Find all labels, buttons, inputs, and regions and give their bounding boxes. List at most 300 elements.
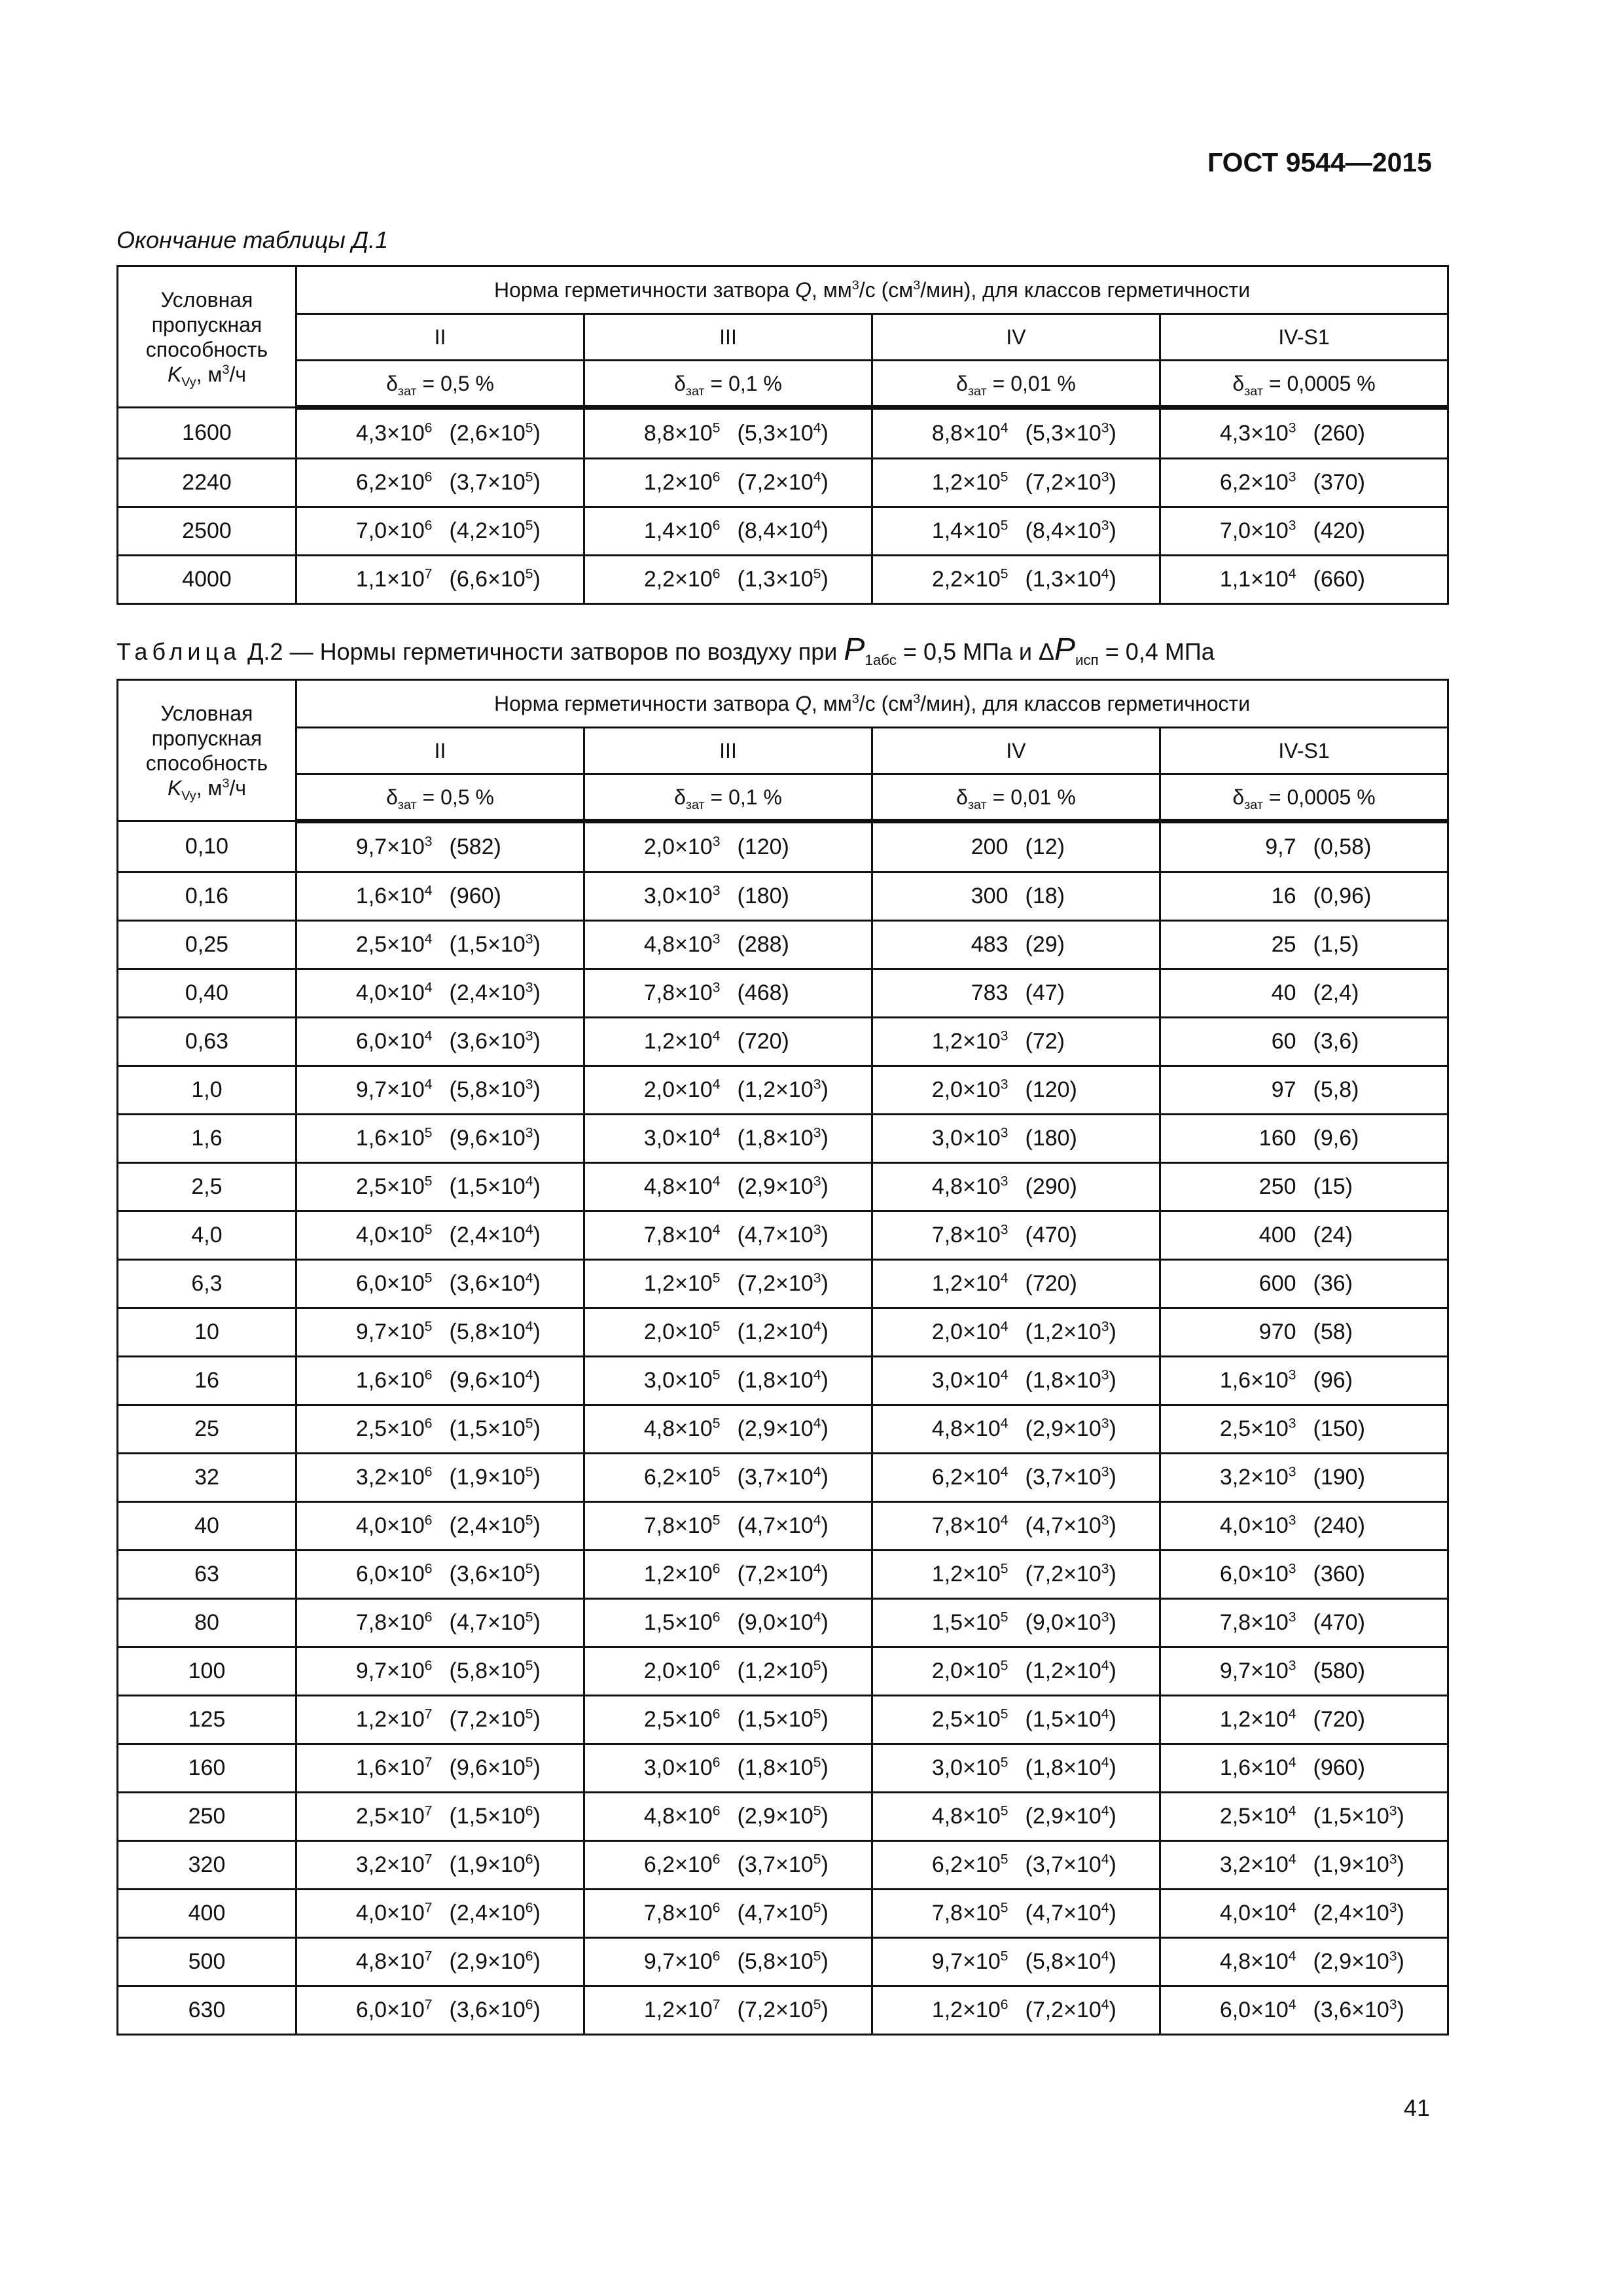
value-cell <box>584 1551 872 1599</box>
air-leak-value: 200 <box>971 834 1008 859</box>
value-cell <box>296 1744 584 1793</box>
kvy-cell: 25 <box>118 1405 296 1454</box>
value-cell <box>872 969 1160 1018</box>
water-leak-value: (120) <box>737 834 789 859</box>
value-cell <box>872 1018 1160 1066</box>
value-cell <box>584 1841 872 1890</box>
value-cell <box>584 408 872 459</box>
air-leak-value: $4,0\times 10^4$ <box>1219 1900 1296 1926</box>
value-cell <box>296 459 584 507</box>
air-leak-value: $6,2\times 10^6$ <box>355 469 433 495</box>
kvy-cell: 400 <box>118 1890 296 1938</box>
value-cell <box>1160 1696 1448 1744</box>
air-leak-value: $6,0\times 10^7$ <box>355 1997 433 2022</box>
water-leak-value: (582) <box>449 834 501 859</box>
value-cell <box>1160 408 1448 459</box>
water-leak-value: (2,4) <box>1313 980 1359 1005</box>
delta-header: $\delta_{зат} = 0,5$ % <box>296 774 584 821</box>
air-leak-value: $7,0\times 10^3$ <box>1219 518 1296 543</box>
value-cell <box>872 921 1160 969</box>
table-row <box>118 556 1448 604</box>
value-cell <box>872 1551 1160 1599</box>
kvy-cell: 630 <box>118 1986 296 2035</box>
water-leak-value: $(1,5\times 10^5)$ <box>449 1416 541 1441</box>
water-leak-value: (290) <box>1025 1174 1077 1199</box>
water-leak-value: (15) <box>1313 1174 1353 1199</box>
air-leak-value: $9,7\times 10^3$ <box>355 834 433 859</box>
kvy-cell: 0,40 <box>118 969 296 1018</box>
value-cell <box>872 1211 1160 1260</box>
value-cell <box>584 872 872 921</box>
kvy-cell: 100 <box>118 1647 296 1696</box>
air-leak-value: $4,8\times 10^3$ <box>931 1174 1008 1199</box>
value-cell <box>1160 969 1448 1018</box>
water-leak-value: (3,6) <box>1313 1029 1359 1054</box>
water-leak-value: $(1,2\times 10^4)$ <box>737 1319 829 1344</box>
air-leak-value: $6,0\times 10^4$ <box>355 1028 433 1054</box>
value-cell <box>584 1454 872 1502</box>
table-row <box>118 1938 1448 1986</box>
air-leak-value: $4,3\times 10^6$ <box>355 420 433 446</box>
air-leak-value: $2,0\times 10^3$ <box>931 1077 1008 1102</box>
air-leak-value: $1,2\times 10^5$ <box>643 1270 721 1296</box>
value-cell <box>584 1163 872 1211</box>
air-leak-value: $2,2\times 10^6$ <box>643 566 721 592</box>
value-cell <box>872 408 1160 459</box>
air-leak-value: $9,7\times 10^6$ <box>643 1948 721 1974</box>
water-leak-value: (360) <box>1313 1562 1365 1587</box>
value-cell <box>872 1454 1160 1502</box>
water-leak-value: (9,6) <box>1313 1126 1359 1151</box>
kvy-cell: 0,10 <box>118 821 296 872</box>
p1-value: = 0,5 МПа и Δ <box>896 638 1055 665</box>
air-leak-value: $1,4\times 10^6$ <box>643 518 721 543</box>
value-cell <box>1160 1163 1448 1211</box>
value-cell <box>584 1018 872 1066</box>
table-row <box>118 1793 1448 1841</box>
water-leak-value: (47) <box>1025 980 1065 1005</box>
water-leak-value: $(9,6\times 10^4)$ <box>449 1367 541 1393</box>
kvy-cell: 125 <box>118 1696 296 1744</box>
value-cell <box>584 1308 872 1357</box>
water-leak-value: $(1,8\times 10^5)$ <box>737 1755 829 1780</box>
value-cell <box>872 1841 1160 1890</box>
water-leak-value: (468) <box>737 980 789 1005</box>
air-leak-value: $7,8\times 10^3$ <box>1219 1609 1296 1635</box>
water-leak-value: $(5,8\times 10^3)$ <box>449 1077 541 1102</box>
kvy-cell: 63 <box>118 1551 296 1599</box>
value-cell <box>296 872 584 921</box>
value-cell <box>872 1890 1160 1938</box>
value-cell <box>296 1551 584 1599</box>
air-leak-value: $4,8\times 10^6$ <box>643 1803 721 1829</box>
table-row <box>118 1986 1448 2035</box>
air-leak-value: $3,0\times 10^4$ <box>643 1125 721 1151</box>
water-leak-value: $(1,8\times 10^4)$ <box>737 1367 829 1393</box>
value-cell <box>1160 872 1448 921</box>
table-row <box>118 1841 1448 1890</box>
water-leak-value: $(9,6\times 10^5)$ <box>449 1755 541 1780</box>
water-leak-value: $(1,2\times 10^5)$ <box>737 1658 829 1683</box>
air-leak-value: $6,2\times 10^3$ <box>1219 469 1296 495</box>
water-leak-value: $(3,6\times 10^6)$ <box>449 1997 541 2022</box>
table2-caption-title: — Нормы герметичности затворов по воздуху при <box>283 638 844 665</box>
water-leak-value: (150) <box>1313 1416 1365 1441</box>
value-cell <box>1160 1454 1448 1502</box>
table-row <box>118 1163 1448 1211</box>
value-cell <box>584 459 872 507</box>
water-leak-value: $(5,3\times 10^3)$ <box>1025 420 1116 446</box>
table-row <box>118 1115 1448 1163</box>
table2-caption <box>116 632 1215 668</box>
value-cell <box>872 459 1160 507</box>
value-cell <box>1160 1211 1448 1260</box>
kvy-cell: 4,0 <box>118 1211 296 1260</box>
air-leak-value: $3,0\times 10^5$ <box>643 1367 721 1393</box>
air-leak-value: $1,5\times 10^6$ <box>643 1609 721 1635</box>
water-leak-value: $(2,9\times 10^5)$ <box>737 1803 829 1829</box>
air-leak-value: 970 <box>1258 1319 1296 1344</box>
p1-subscript: 1абс <box>865 651 897 668</box>
value-cell <box>584 1986 872 2035</box>
table1-caption: Окончание таблицы Д.1 <box>116 226 389 253</box>
water-leak-value: $(8,4\times 10^3)$ <box>1025 518 1116 543</box>
water-leak-value: (720) <box>737 1029 789 1054</box>
air-leak-value: $4,8\times 10^4$ <box>931 1416 1008 1441</box>
water-leak-value: $(2,4\times 10^6)$ <box>449 1900 541 1926</box>
value-cell <box>872 1502 1160 1551</box>
value-cell <box>296 1308 584 1357</box>
water-leak-value: (370) <box>1313 470 1365 495</box>
water-leak-value: $(3,7\times 10^5)$ <box>737 1852 829 1877</box>
table-row <box>118 507 1448 556</box>
value-cell <box>296 1599 584 1647</box>
air-leak-value: $6,2\times 10^4$ <box>931 1464 1008 1490</box>
table-row <box>118 821 1448 872</box>
table-row <box>118 1454 1448 1502</box>
air-leak-value: $7,8\times 10^6$ <box>643 1900 721 1926</box>
air-leak-value: $3,0\times 10^5$ <box>931 1755 1008 1780</box>
kvy-cell: 0,25 <box>118 921 296 969</box>
value-cell <box>296 1066 584 1115</box>
value-cell <box>1160 921 1448 969</box>
class-header: IV <box>872 728 1160 774</box>
water-leak-value: $(6,6\times 10^5)$ <box>449 566 541 592</box>
water-leak-value: $(2,9\times 10^3)$ <box>1313 1948 1404 1974</box>
p2-symbol: P <box>1054 632 1076 667</box>
air-leak-value: $2,5\times 10^3$ <box>1219 1416 1296 1441</box>
value-cell <box>1160 1841 1448 1890</box>
water-leak-value: (960) <box>449 884 501 908</box>
air-leak-value: $1,6\times 10^5$ <box>355 1125 433 1151</box>
table-row <box>118 1696 1448 1744</box>
water-leak-value: $(4,7\times 10^5)$ <box>737 1900 829 1926</box>
air-leak-value: 16 <box>1271 884 1296 908</box>
value-cell <box>1160 1405 1448 1454</box>
water-leak-value: (470) <box>1025 1223 1077 1247</box>
table2-caption-word: Таблица <box>116 638 241 665</box>
air-leak-value: $4,8\times 10^5$ <box>643 1416 721 1441</box>
air-leak-value: $7,8\times 10^6$ <box>355 1609 433 1635</box>
water-leak-value: $(2,6\times 10^5)$ <box>449 420 541 446</box>
value-cell <box>584 1890 872 1938</box>
air-leak-value: $1,5\times 10^5$ <box>931 1609 1008 1635</box>
water-leak-value: $(2,4\times 10^5)$ <box>449 1513 541 1538</box>
air-leak-value: $1,2\times 10^4$ <box>931 1270 1008 1296</box>
water-leak-value: $(7,2\times 10^3)$ <box>737 1270 829 1296</box>
air-leak-value: $6,0\times 10^4$ <box>1219 1997 1296 2022</box>
water-leak-value: $(1,8\times 10^3)$ <box>1025 1367 1116 1393</box>
value-cell <box>872 1357 1160 1405</box>
air-leak-value: $6,0\times 10^3$ <box>1219 1561 1296 1587</box>
value-cell <box>872 1938 1160 1986</box>
water-leak-value: $(7,2\times 10^5)$ <box>737 1997 829 2022</box>
air-leak-value: $2,0\times 10^4$ <box>931 1319 1008 1344</box>
air-leak-value: $7,0\times 10^6$ <box>355 518 433 543</box>
air-leak-value: $1,1\times 10^7$ <box>355 566 433 592</box>
table-row <box>118 1599 1448 1647</box>
air-leak-value: $1,2\times 10^6$ <box>643 1561 721 1587</box>
value-cell <box>584 1066 872 1115</box>
air-leak-value: $4,0\times 10^4$ <box>355 980 433 1005</box>
air-leak-value: $1,2\times 10^7$ <box>355 1706 433 1732</box>
water-leak-value: $(3,7\times 10^5)$ <box>449 469 541 495</box>
class-header: III <box>584 728 872 774</box>
air-leak-value: $7,8\times 10^4$ <box>931 1513 1008 1538</box>
value-cell <box>584 556 872 604</box>
water-leak-value: $(3,7\times 10^3)$ <box>1025 1464 1116 1490</box>
air-leak-value: $9,7\times 10^6$ <box>355 1658 433 1683</box>
air-leak-value: $4,8\times 10^4$ <box>1219 1948 1296 1974</box>
value-cell <box>296 1405 584 1454</box>
water-leak-value: (580) <box>1313 1659 1365 1683</box>
air-leak-value: $2,2\times 10^5$ <box>931 566 1008 592</box>
water-leak-value: $(9,0\times 10^4)$ <box>737 1609 829 1635</box>
air-leak-value: $1,4\times 10^5$ <box>931 518 1008 543</box>
table-row <box>118 872 1448 921</box>
water-leak-value: (240) <box>1313 1513 1365 1538</box>
table2-caption-number: Д.2 <box>241 638 283 665</box>
water-leak-value: (36) <box>1313 1271 1353 1296</box>
air-leak-value: $9,7\times 10^5$ <box>931 1948 1008 1974</box>
value-cell <box>584 507 872 556</box>
table-row <box>118 969 1448 1018</box>
water-leak-value: $(1,5\times 10^5)$ <box>737 1706 829 1732</box>
water-leak-value: (29) <box>1025 932 1065 957</box>
water-leak-value: (420) <box>1313 518 1365 543</box>
air-leak-value: $1,2\times 10^5$ <box>931 1561 1008 1587</box>
air-leak-value: $9,7\times 10^5$ <box>355 1319 433 1344</box>
air-leak-value: $2,5\times 10^7$ <box>355 1803 433 1829</box>
air-leak-value: $2,0\times 10^6$ <box>643 1658 721 1683</box>
water-leak-value: $(4,7\times 10^4)$ <box>737 1513 829 1538</box>
value-cell <box>872 1308 1160 1357</box>
air-leak-value: $9,7\times 10^4$ <box>355 1077 433 1102</box>
value-cell <box>1160 1647 1448 1696</box>
value-cell <box>872 1793 1160 1841</box>
air-leak-value: $4,0\times 10^3$ <box>1219 1513 1296 1538</box>
water-leak-value: $(3,6\times 10^3)$ <box>449 1028 541 1054</box>
air-leak-value: 783 <box>971 980 1008 1005</box>
air-leak-value: 60 <box>1271 1029 1296 1054</box>
value-cell <box>872 1163 1160 1211</box>
air-leak-value: $3,2\times 10^3$ <box>1219 1464 1296 1490</box>
water-leak-value: (0,58) <box>1313 834 1372 859</box>
air-leak-value: $2,0\times 10^5$ <box>931 1658 1008 1683</box>
table-row <box>118 1260 1448 1308</box>
kvy-cell: 320 <box>118 1841 296 1890</box>
table1-body <box>118 266 1448 604</box>
water-leak-value: $(4,7\times 10^5)$ <box>449 1609 541 1635</box>
value-cell <box>584 1502 872 1551</box>
air-leak-value: $4,8\times 10^5$ <box>931 1803 1008 1829</box>
value-cell <box>872 1260 1160 1308</box>
kvy-cell: 4000 <box>118 556 296 604</box>
group-header: Норма герметичности затвора Q, $мм^3/с$ $(см^3/мин)$, для классов герметичности <box>296 266 1448 314</box>
kvy-cell: 16 <box>118 1357 296 1405</box>
kvy-cell: 1,6 <box>118 1115 296 1163</box>
value-cell <box>1160 556 1448 604</box>
water-leak-value: (720) <box>1025 1271 1077 1296</box>
air-leak-value: $3,0\times 10^4$ <box>931 1367 1008 1393</box>
air-leak-value: $7,8\times 10^4$ <box>643 1222 721 1247</box>
group-header: Норма герметичности затвора Q, $мм^3/с$ $(см^3/мин)$, для классов герметичности <box>296 680 1448 728</box>
water-leak-value: $(7,2\times 10^4)$ <box>1025 1997 1116 2022</box>
water-leak-value: $(1,5\times 10^4)$ <box>449 1174 541 1199</box>
kvy-cell: 0,16 <box>118 872 296 921</box>
value-cell <box>1160 1018 1448 1066</box>
air-leak-value: $1,2\times 10^6$ <box>643 469 721 495</box>
value-cell <box>1160 459 1448 507</box>
water-leak-value: $(1,5\times 10^3)$ <box>1313 1803 1404 1829</box>
air-leak-value: $8,8\times 10^4$ <box>931 420 1008 446</box>
water-leak-value: $(1,5\times 10^4)$ <box>1025 1706 1116 1732</box>
value-cell <box>296 1647 584 1696</box>
air-leak-value: $4,8\times 10^4$ <box>643 1174 721 1199</box>
water-leak-value: $(7,2\times 10^3)$ <box>1025 1561 1116 1587</box>
air-leak-value: $3,2\times 10^7$ <box>355 1852 433 1877</box>
value-cell <box>584 921 872 969</box>
air-leak-value: $4,0\times 10^7$ <box>355 1900 433 1926</box>
water-leak-value: (24) <box>1313 1223 1353 1247</box>
table-row <box>118 1357 1448 1405</box>
water-leak-value: $(3,7\times 10^4)$ <box>737 1464 829 1490</box>
air-leak-value: 160 <box>1258 1126 1296 1151</box>
p1-symbol: P <box>844 632 865 667</box>
water-leak-value: $(9,0\times 10^3)$ <box>1025 1609 1116 1635</box>
value-cell <box>872 1696 1160 1744</box>
value-cell <box>872 1647 1160 1696</box>
water-leak-value: (1,5) <box>1313 932 1359 957</box>
value-cell <box>1160 1115 1448 1163</box>
water-leak-value: $(5,8\times 10^4)$ <box>1025 1948 1116 1974</box>
water-leak-value: (720) <box>1313 1707 1365 1732</box>
water-leak-value: $(1,3\times 10^4)$ <box>1025 566 1116 592</box>
value-cell <box>872 872 1160 921</box>
water-leak-value: (5,8) <box>1313 1077 1359 1102</box>
table-row <box>118 1405 1448 1454</box>
value-cell <box>1160 1938 1448 1986</box>
air-leak-value: 9,7 <box>1265 834 1296 859</box>
water-leak-value: $(7,2\times 10^3)$ <box>1025 469 1116 495</box>
air-leak-value: 483 <box>971 932 1008 957</box>
value-cell <box>1160 1357 1448 1405</box>
air-leak-value: 300 <box>971 884 1008 908</box>
water-leak-value: (18) <box>1025 884 1065 908</box>
water-leak-value: (120) <box>1025 1077 1077 1102</box>
water-leak-value: $(2,4\times 10^3)$ <box>1313 1900 1404 1926</box>
value-cell <box>584 969 872 1018</box>
air-leak-value: $1,2\times 10^6$ <box>931 1997 1008 2022</box>
air-leak-value: $1,2\times 10^4$ <box>643 1028 721 1054</box>
water-leak-value: $(5,8\times 10^5)$ <box>449 1658 541 1683</box>
water-leak-value: $(2,4\times 10^3)$ <box>449 980 541 1005</box>
table2 <box>116 679 1449 2036</box>
air-leak-value: $1,6\times 10^7$ <box>355 1755 433 1780</box>
kvy-cell: 0,63 <box>118 1018 296 1066</box>
water-leak-value: $(1,8\times 10^4)$ <box>1025 1755 1116 1780</box>
air-leak-value: $1,6\times 10^3$ <box>1219 1367 1296 1393</box>
water-leak-value: $(1,2\times 10^3)$ <box>1025 1319 1116 1344</box>
table1 <box>116 265 1449 605</box>
value-cell <box>296 1260 584 1308</box>
table-row <box>118 1018 1448 1066</box>
value-cell <box>296 1890 584 1938</box>
value-cell <box>1160 1744 1448 1793</box>
value-cell <box>872 1405 1160 1454</box>
water-leak-value: (180) <box>1025 1126 1077 1151</box>
air-leak-value: $3,0\times 10^3$ <box>643 883 721 908</box>
water-leak-value: $(2,9\times 10^4)$ <box>737 1416 829 1441</box>
water-leak-value: $(1,9\times 10^6)$ <box>449 1852 541 1877</box>
value-cell <box>296 556 584 604</box>
water-leak-value: $(4,7\times 10^4)$ <box>1025 1900 1116 1926</box>
water-leak-value: (288) <box>737 932 789 957</box>
air-leak-value: $4,8\times 10^7$ <box>355 1948 433 1974</box>
water-leak-value: (58) <box>1313 1319 1353 1344</box>
kvy-cell: 500 <box>118 1938 296 1986</box>
water-leak-value: (180) <box>737 884 789 908</box>
value-cell <box>872 556 1160 604</box>
air-leak-value: $3,2\times 10^4$ <box>1219 1852 1296 1877</box>
value-cell <box>1160 1260 1448 1308</box>
water-leak-value: (260) <box>1313 421 1365 446</box>
value-cell <box>296 1841 584 1890</box>
kvy-cell: 2500 <box>118 507 296 556</box>
water-leak-value: $(2,9\times 10^6)$ <box>449 1948 541 1974</box>
value-cell <box>296 1793 584 1841</box>
value-cell <box>584 1647 872 1696</box>
air-leak-value: $4,0\times 10^6$ <box>355 1513 433 1538</box>
air-leak-value: $9,7\times 10^3$ <box>1219 1658 1296 1683</box>
water-leak-value: $(1,5\times 10^6)$ <box>449 1803 541 1829</box>
water-leak-value: $(8,4\times 10^4)$ <box>737 518 829 543</box>
air-leak-value: 40 <box>1271 980 1296 1005</box>
kvy-cell: 160 <box>118 1744 296 1793</box>
value-cell <box>296 1986 584 2035</box>
water-leak-value: $(5,8\times 10^5)$ <box>737 1948 829 1974</box>
delta-header: $\delta_{зат} = 0,1$ % <box>584 361 872 408</box>
water-leak-value: $(3,6\times 10^5)$ <box>449 1561 541 1587</box>
table-row <box>118 408 1448 459</box>
air-leak-value: $1,6\times 10^4$ <box>1219 1755 1296 1780</box>
value-cell <box>872 1986 1160 2035</box>
table-row <box>118 1502 1448 1551</box>
air-leak-value: $3,0\times 10^3$ <box>931 1125 1008 1151</box>
value-cell <box>1160 1502 1448 1551</box>
p2-value: = 0,4 МПа <box>1098 638 1215 665</box>
value-cell <box>584 1696 872 1744</box>
